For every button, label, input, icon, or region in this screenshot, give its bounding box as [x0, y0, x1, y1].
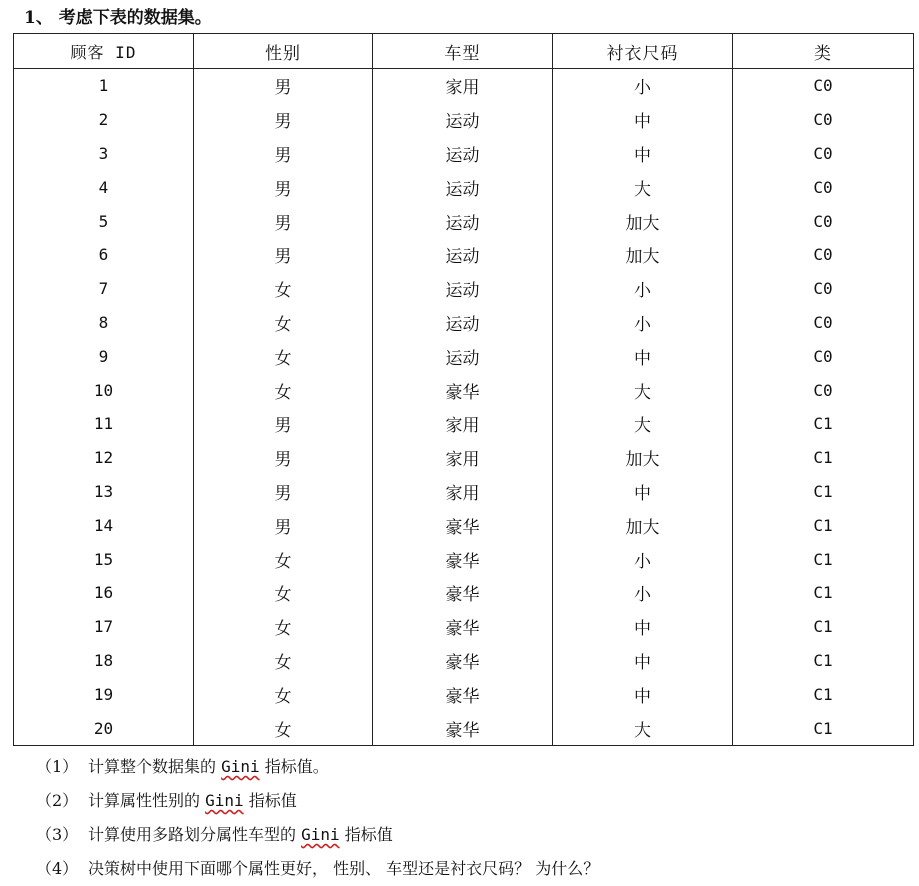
table-row [14, 711, 914, 745]
table-row [14, 610, 914, 644]
cell-gender: 男 [194, 407, 373, 441]
cell-class: C0 [733, 137, 914, 171]
cell-class: C0 [733, 272, 914, 306]
cell-class: C0 [733, 373, 914, 407]
cell-customer-id: 13 [14, 475, 194, 509]
cell-customer-id: 10 [14, 373, 194, 407]
cell-shirt-size: 中 [553, 475, 733, 509]
cell-gender: 女 [194, 576, 373, 610]
header-customer-id: 顾客 ID [14, 34, 194, 69]
question-item [36, 818, 599, 852]
cell-class: C0 [733, 170, 914, 204]
question-number: （1） [36, 757, 79, 776]
cell-customer-id: 6 [14, 238, 194, 272]
question-list [36, 750, 599, 886]
cell-car-type: 运动 [373, 137, 553, 171]
cell-gender: 男 [194, 475, 373, 509]
cell-class: C0 [733, 69, 914, 103]
cell-customer-id: 3 [14, 137, 194, 171]
exercise-title: 1、 考虑下表的数据集。 [24, 8, 212, 28]
question-text: 计算使用多路划分属性车型的 [88, 825, 302, 844]
table-row [14, 644, 914, 678]
cell-car-type: 运动 [373, 306, 553, 340]
cell-shirt-size: 大 [553, 373, 733, 407]
table-row [14, 69, 914, 103]
table-body [14, 69, 914, 746]
table-row [14, 441, 914, 475]
table-row [14, 339, 914, 373]
cell-customer-id: 17 [14, 610, 194, 644]
cell-car-type: 豪华 [373, 610, 553, 644]
table-row [14, 272, 914, 306]
table-row [14, 508, 914, 542]
cell-class: C1 [733, 677, 914, 711]
question-item [36, 784, 599, 818]
cell-car-type: 运动 [373, 170, 553, 204]
cell-shirt-size: 中 [553, 677, 733, 711]
cell-car-type: 家用 [373, 69, 553, 103]
table-row [14, 576, 914, 610]
cell-shirt-size: 中 [553, 339, 733, 373]
cell-shirt-size: 小 [553, 542, 733, 576]
cell-shirt-size: 小 [553, 306, 733, 340]
cell-class: C1 [733, 711, 914, 745]
question-text: 决策树中使用下面哪个属性更好， 性别、 车型还是衬衣尺码？ 为什么？ [88, 859, 600, 878]
table-row [14, 137, 914, 171]
cell-gender: 女 [194, 610, 373, 644]
cell-gender: 男 [194, 69, 373, 103]
cell-shirt-size: 中 [553, 103, 733, 137]
cell-customer-id: 4 [14, 170, 194, 204]
table-row [14, 407, 914, 441]
cell-gender: 女 [194, 644, 373, 678]
cell-shirt-size: 加大 [553, 238, 733, 272]
cell-shirt-size: 加大 [553, 508, 733, 542]
cell-customer-id: 7 [14, 272, 194, 306]
cell-gender: 男 [194, 441, 373, 475]
cell-customer-id: 9 [14, 339, 194, 373]
cell-class: C1 [733, 475, 914, 509]
cell-gender: 男 [194, 170, 373, 204]
cell-customer-id: 8 [14, 306, 194, 340]
cell-gender: 女 [194, 306, 373, 340]
cell-class: C0 [733, 204, 914, 238]
cell-car-type: 运动 [373, 272, 553, 306]
cell-customer-id: 1 [14, 69, 194, 103]
header-class: 类 [733, 34, 914, 69]
cell-customer-id: 2 [14, 103, 194, 137]
cell-gender: 女 [194, 542, 373, 576]
table-row [14, 677, 914, 711]
cell-customer-id: 15 [14, 542, 194, 576]
question-text-end: 指标值。 [259, 757, 329, 776]
cell-shirt-size: 大 [553, 711, 733, 745]
cell-car-type: 豪华 [373, 711, 553, 745]
cell-car-type: 运动 [373, 238, 553, 272]
cell-car-type: 运动 [373, 204, 553, 238]
gini-term: Gini [221, 757, 260, 776]
cell-car-type: 家用 [373, 407, 553, 441]
table-row [14, 306, 914, 340]
table-row [14, 238, 914, 272]
question-number: （3） [36, 825, 79, 844]
cell-car-type: 豪华 [373, 677, 553, 711]
cell-shirt-size: 大 [553, 407, 733, 441]
gini-term: Gini [301, 825, 340, 844]
header-gender: 性别 [194, 34, 373, 69]
cell-class: C1 [733, 576, 914, 610]
table-header-row [14, 34, 914, 69]
cell-customer-id: 18 [14, 644, 194, 678]
cell-shirt-size: 中 [553, 610, 733, 644]
table-row [14, 542, 914, 576]
header-shirt-size: 衬衣尺码 [553, 34, 733, 69]
question-text-end: 指标值 [243, 791, 297, 810]
cell-car-type: 豪华 [373, 542, 553, 576]
cell-shirt-size: 加大 [553, 441, 733, 475]
cell-customer-id: 11 [14, 407, 194, 441]
cell-customer-id: 16 [14, 576, 194, 610]
cell-gender: 女 [194, 272, 373, 306]
question-number: （4） [36, 859, 79, 878]
cell-gender: 男 [194, 137, 373, 171]
cell-class: C1 [733, 407, 914, 441]
cell-car-type: 豪华 [373, 508, 553, 542]
cell-gender: 男 [194, 238, 373, 272]
cell-customer-id: 20 [14, 711, 194, 745]
cell-class: C0 [733, 306, 914, 340]
cell-car-type: 豪华 [373, 576, 553, 610]
header-car-type: 车型 [373, 34, 553, 69]
cell-shirt-size: 中 [553, 137, 733, 171]
cell-class: C0 [733, 238, 914, 272]
cell-class: C1 [733, 508, 914, 542]
cell-car-type: 运动 [373, 339, 553, 373]
cell-car-type: 豪华 [373, 644, 553, 678]
cell-customer-id: 14 [14, 508, 194, 542]
table-row [14, 204, 914, 238]
cell-class: C1 [733, 644, 914, 678]
cell-gender: 男 [194, 103, 373, 137]
dataset-table [13, 33, 914, 746]
table-row [14, 103, 914, 137]
table-row [14, 170, 914, 204]
cell-class: C1 [733, 542, 914, 576]
cell-gender: 女 [194, 711, 373, 745]
question-text-end: 指标值 [339, 825, 393, 844]
cell-car-type: 运动 [373, 103, 553, 137]
cell-shirt-size: 小 [553, 69, 733, 103]
cell-class: C0 [733, 339, 914, 373]
cell-shirt-size: 大 [553, 170, 733, 204]
question-number: （2） [36, 791, 79, 810]
cell-gender: 女 [194, 339, 373, 373]
gini-term: Gini [205, 791, 244, 810]
question-text: 计算属性性别的 [88, 791, 206, 810]
cell-car-type: 家用 [373, 475, 553, 509]
cell-customer-id: 12 [14, 441, 194, 475]
cell-gender: 男 [194, 508, 373, 542]
cell-gender: 男 [194, 204, 373, 238]
cell-class: C0 [733, 103, 914, 137]
cell-shirt-size: 小 [553, 576, 733, 610]
table-row [14, 475, 914, 509]
cell-gender: 女 [194, 677, 373, 711]
cell-gender: 女 [194, 373, 373, 407]
question-text: 计算整个数据集的 [88, 757, 222, 776]
cell-shirt-size: 中 [553, 644, 733, 678]
table-row [14, 373, 914, 407]
cell-class: C1 [733, 610, 914, 644]
question-item [36, 852, 599, 886]
cell-shirt-size: 小 [553, 272, 733, 306]
cell-shirt-size: 加大 [553, 204, 733, 238]
cell-car-type: 豪华 [373, 373, 553, 407]
cell-class: C1 [733, 441, 914, 475]
cell-customer-id: 5 [14, 204, 194, 238]
cell-customer-id: 19 [14, 677, 194, 711]
cell-car-type: 家用 [373, 441, 553, 475]
question-item [36, 750, 599, 784]
